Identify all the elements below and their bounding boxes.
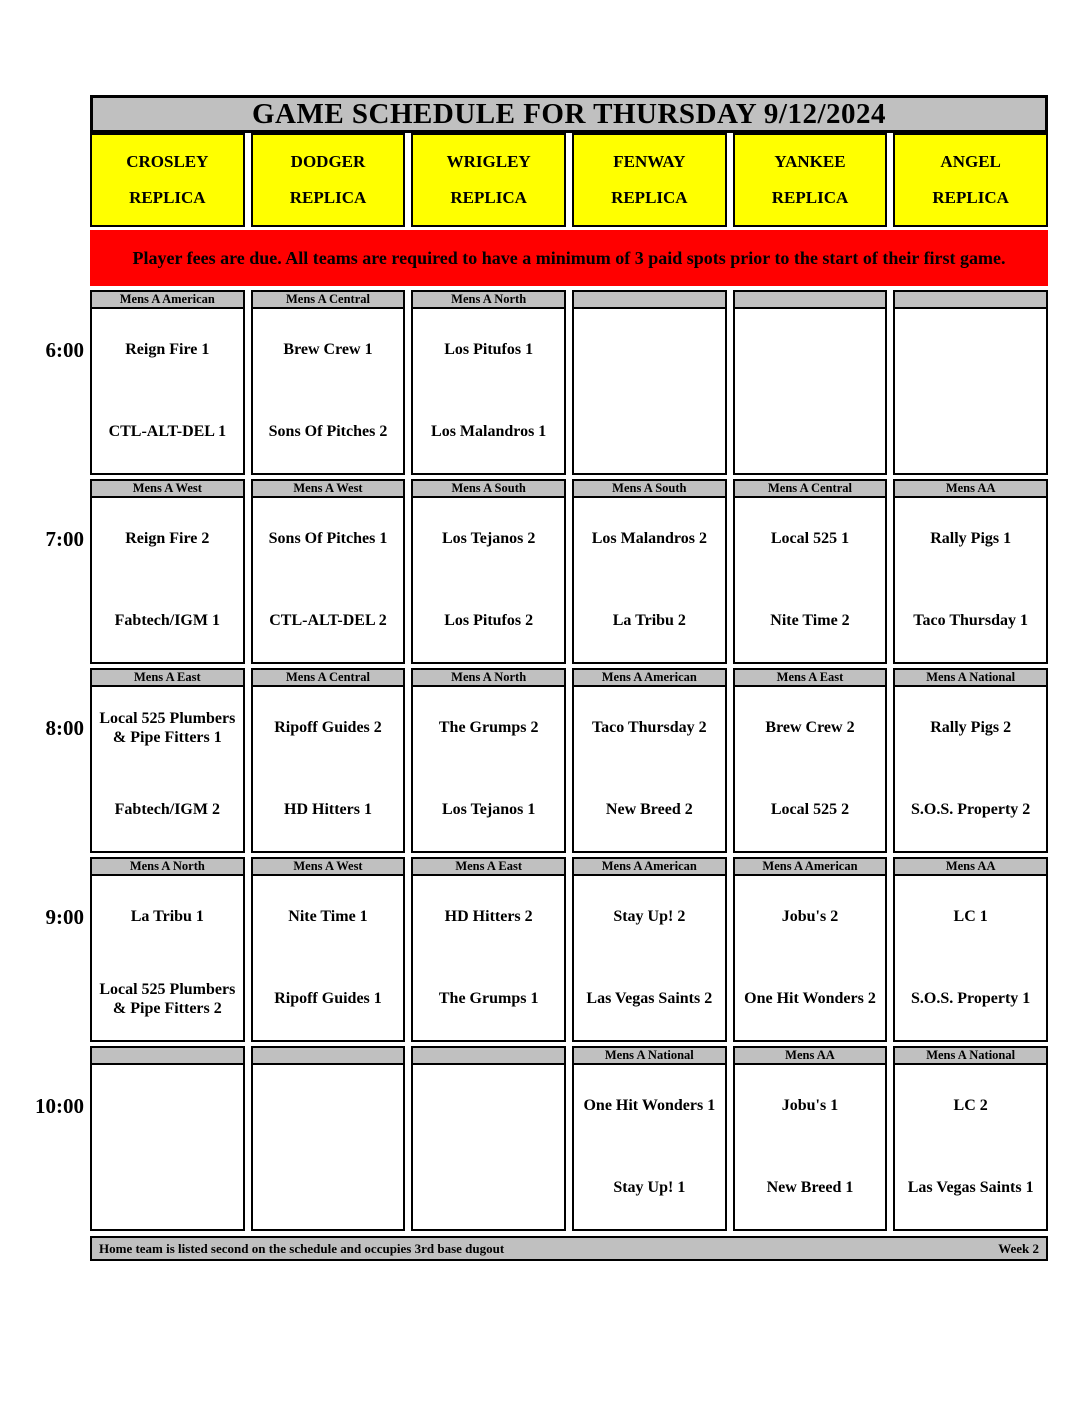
division-bar	[893, 290, 1048, 309]
division-bar: Mens A East	[411, 857, 566, 876]
game-cell	[251, 479, 406, 664]
away-team: Rally Pigs 1	[930, 530, 1012, 548]
game-cell	[893, 668, 1048, 853]
home-team: New Breed 2	[605, 801, 693, 819]
matchup-cell	[90, 687, 245, 853]
matchup-cell	[893, 1065, 1048, 1231]
home-team: One Hit Wonders 2	[744, 990, 876, 1008]
game-cell	[251, 668, 406, 853]
time-label-600: 6:00	[45, 338, 84, 362]
game-cell	[572, 290, 727, 475]
home-team: Ripoff Guides 1	[274, 990, 382, 1008]
away-team: Los Tejanos 2	[441, 530, 536, 548]
field-name: DODGER	[290, 152, 366, 171]
time-block-700	[90, 479, 1048, 664]
game-cell	[893, 290, 1048, 475]
home-team: New Breed 1	[766, 1179, 854, 1197]
away-team: Brew Crew 2	[765, 719, 855, 737]
matchup-cell	[893, 876, 1048, 1042]
away-team: The Grumps 2	[438, 719, 539, 737]
matchup-cell	[572, 1065, 727, 1231]
game-cell	[893, 1046, 1048, 1231]
matchup-cell	[411, 309, 566, 475]
matchup-cell	[411, 687, 566, 853]
away-team: HD Hitters 2	[444, 908, 533, 926]
away-team	[895, 309, 1046, 391]
division-bar: Mens A North	[90, 857, 245, 876]
game-cell	[733, 857, 888, 1042]
matchup-cell	[733, 498, 888, 664]
matchup-cell	[251, 498, 406, 664]
field-type: REPLICA	[289, 188, 367, 207]
division-bar: Mens A North	[411, 290, 566, 309]
field-header-row	[90, 133, 1048, 227]
field-header-fenway	[572, 133, 727, 227]
field-header-crosley	[90, 133, 245, 227]
matchup-cell	[411, 876, 566, 1042]
game-cell	[572, 857, 727, 1042]
home-team: CTL-ALT-DEL 2	[269, 612, 387, 630]
matchup-cell	[893, 309, 1048, 475]
division-bar: Mens AA	[893, 857, 1048, 876]
matchup-cell	[893, 687, 1048, 853]
field-header-angel	[893, 133, 1048, 227]
away-team: Local 525 Plumbers & Pipe Fitters 1	[99, 709, 236, 746]
away-team	[574, 309, 725, 391]
division-bar	[733, 290, 888, 309]
away-team	[413, 1065, 564, 1147]
home-team: The Grumps 1	[438, 990, 539, 1008]
away-team: Taco Thursday 2	[591, 719, 707, 737]
division-bar: Mens A East	[90, 668, 245, 687]
division-bar: Mens A West	[251, 479, 406, 498]
away-team: LC 2	[953, 1097, 988, 1115]
away-team: Jobu's 2	[781, 908, 839, 926]
field-type: REPLICA	[129, 188, 206, 207]
home-team	[92, 1147, 243, 1229]
away-team: LC 1	[953, 908, 988, 926]
away-team	[92, 1065, 243, 1147]
matchup-cell	[251, 876, 406, 1042]
game-cell	[733, 668, 888, 853]
home-team: Sons Of Pitches 2	[268, 423, 388, 441]
home-team: Los Pitufos 2	[444, 612, 534, 630]
division-bar: Mens A Central	[733, 479, 888, 498]
home-team	[735, 391, 886, 473]
matchup-cell	[411, 1065, 566, 1231]
division-bar: Mens A American	[572, 668, 727, 687]
game-cell	[411, 857, 566, 1042]
page-title: GAME SCHEDULE FOR THURSDAY 9/12/2024	[90, 95, 1048, 133]
matchup-cell	[572, 498, 727, 664]
time-label-700: 7:00	[45, 527, 84, 551]
away-team: Jobu's 1	[781, 1097, 839, 1115]
home-team: Stay Up! 1	[613, 1179, 686, 1197]
field-type: REPLICA	[932, 188, 1009, 207]
home-team: S.O.S. Property 2	[911, 801, 1031, 819]
away-team: Los Malandros 2	[591, 530, 707, 548]
away-team: Reign Fire 1	[125, 341, 210, 359]
field-header-yankee	[733, 133, 888, 227]
matchup-cell	[733, 309, 888, 475]
home-team: Las Vegas Saints 2	[586, 990, 713, 1008]
division-bar: Mens A East	[733, 668, 888, 687]
away-team	[735, 309, 886, 391]
matchup-cell	[733, 687, 888, 853]
division-bar	[251, 1046, 406, 1065]
division-bar	[90, 1046, 245, 1065]
field-name: YANKEE	[774, 152, 846, 171]
away-team: One Hit Wonders 1	[583, 1097, 716, 1115]
away-team: Brew Crew 1	[283, 341, 373, 359]
game-cell	[733, 479, 888, 664]
game-cell	[251, 857, 406, 1042]
game-cell	[90, 668, 245, 853]
division-bar: Mens A Central	[251, 290, 406, 309]
home-team: HD Hitters 1	[284, 801, 372, 819]
home-team: CTL-ALT-DEL 1	[108, 423, 227, 441]
field-name: CROSLEY	[126, 152, 209, 171]
home-team: La Tribu 2	[612, 612, 686, 630]
footer-bar	[90, 1236, 1048, 1261]
week-label: Week 2	[998, 1240, 1039, 1256]
home-team: Fabtech/IGM 1	[114, 612, 220, 630]
matchup-cell	[572, 309, 727, 475]
matchup-cell	[90, 876, 245, 1042]
matchup-cell	[251, 687, 406, 853]
time-block-800	[90, 668, 1048, 853]
game-cell	[90, 857, 245, 1042]
home-team	[895, 391, 1046, 473]
time-label-900: 9:00	[45, 905, 84, 929]
division-bar: Mens A National	[893, 1046, 1048, 1065]
matchup-cell	[251, 309, 406, 475]
home-team: Local 525 2	[770, 801, 850, 819]
home-team: Las Vegas Saints 1	[907, 1179, 1034, 1197]
division-bar	[411, 1046, 566, 1065]
matchup-cell	[251, 1065, 406, 1231]
matchup-cell	[90, 498, 245, 664]
field-type: REPLICA	[771, 188, 849, 207]
game-cell	[90, 290, 245, 475]
game-cell	[251, 290, 406, 475]
division-bar: Mens A South	[572, 479, 727, 498]
time-label-800: 8:00	[45, 716, 84, 740]
home-team-note: Home team is listed second on the schedule and occupies 3rd base dugout	[99, 1240, 505, 1256]
field-name: ANGEL	[940, 152, 1001, 171]
matchup-cell	[411, 498, 566, 664]
time-label-1000: 10:00	[35, 1094, 84, 1118]
field-name: FENWAY	[613, 152, 686, 171]
home-team: S.O.S. Property 1	[911, 990, 1031, 1008]
game-cell	[733, 1046, 888, 1231]
field-name: WRIGLEY	[446, 152, 531, 171]
division-bar: Mens AA	[733, 1046, 888, 1065]
division-bar: Mens A North	[411, 668, 566, 687]
game-cell	[572, 668, 727, 853]
field-type: REPLICA	[611, 188, 688, 207]
away-team: Local 525 1	[770, 530, 850, 548]
away-team: Nite Time 1	[288, 908, 368, 926]
away-team: Ripoff Guides 2	[274, 719, 382, 737]
away-team	[253, 1065, 404, 1147]
matchup-cell	[90, 309, 245, 475]
time-block-900	[90, 857, 1048, 1042]
division-bar: Mens A American	[572, 857, 727, 876]
division-bar: Mens A South	[411, 479, 566, 498]
matchup-cell	[572, 687, 727, 853]
matchup-cell	[893, 498, 1048, 664]
field-type: REPLICA	[450, 188, 527, 207]
game-cell	[411, 479, 566, 664]
division-bar: Mens A West	[90, 479, 245, 498]
division-bar: Mens A National	[893, 668, 1048, 687]
home-team	[413, 1147, 564, 1229]
game-cell	[411, 290, 566, 475]
game-cell	[733, 290, 888, 475]
home-team: Taco Thursday 1	[913, 612, 1029, 630]
matchup-cell	[90, 1065, 245, 1231]
home-team: Nite Time 2	[770, 612, 850, 630]
schedule-sheet	[90, 95, 1048, 1261]
time-block-1000	[90, 1046, 1048, 1231]
division-bar: Mens A American	[90, 290, 245, 309]
game-cell	[572, 1046, 727, 1231]
game-cell	[90, 479, 245, 664]
division-bar: Mens A American	[733, 857, 888, 876]
matchup-cell	[733, 1065, 888, 1231]
division-bar: Mens A Central	[251, 668, 406, 687]
field-header-wrigley	[411, 133, 566, 227]
game-cell	[411, 1046, 566, 1231]
game-cell	[411, 668, 566, 853]
home-team	[253, 1147, 404, 1229]
home-team	[574, 391, 725, 473]
away-team: La Tribu 1	[130, 908, 204, 926]
away-team: Sons Of Pitches 1	[268, 530, 388, 548]
game-cell	[893, 857, 1048, 1042]
player-fees-notice: Player fees are due. All teams are required to have a minimum of 3 paid spots prior to the start of their first game.	[90, 230, 1048, 286]
division-bar: Mens A National	[572, 1046, 727, 1065]
home-team: Los Malandros 1	[431, 423, 547, 441]
away-team: Los Pitufos 1	[444, 341, 534, 359]
game-cell	[893, 479, 1048, 664]
division-bar	[572, 290, 727, 309]
game-cell	[572, 479, 727, 664]
game-cell	[251, 1046, 406, 1231]
away-team: Rally Pigs 2	[930, 719, 1012, 737]
time-block-600	[90, 290, 1048, 475]
division-bar: Mens A West	[251, 857, 406, 876]
home-team: Los Tejanos 1	[441, 801, 536, 819]
field-header-dodger	[251, 133, 406, 227]
away-team: Reign Fire 2	[125, 530, 210, 548]
away-team: Stay Up! 2	[613, 908, 686, 926]
home-team: Local 525 Plumbers & Pipe Fitters 2	[99, 980, 236, 1017]
game-cell	[90, 1046, 245, 1231]
matchup-cell	[733, 876, 888, 1042]
matchup-cell	[572, 876, 727, 1042]
home-team: Fabtech/IGM 2	[114, 801, 220, 819]
division-bar: Mens AA	[893, 479, 1048, 498]
